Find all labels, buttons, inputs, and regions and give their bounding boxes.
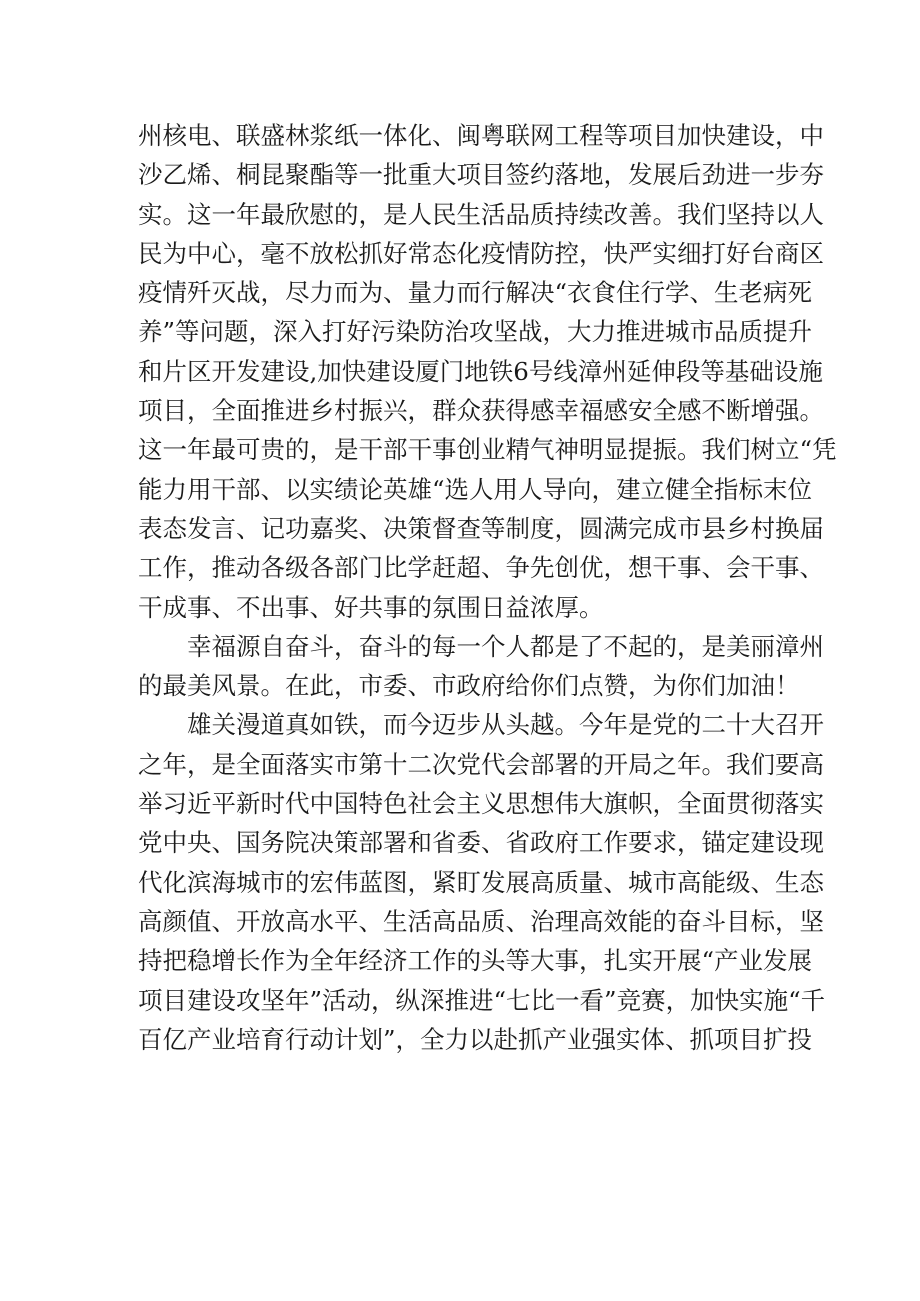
text-line: 持把稳增长作为全年经济工作的头等大事，扎实开展“产业发展 [138, 946, 813, 976]
text-line: 表态发言、记功嘉奖、决策督查等制度，圆满完成市县乡村换届 [138, 513, 824, 543]
text-line: 百亿产业培育行动计划”，全力以赴抓产业强实体、抓项目扩投 [138, 1024, 813, 1054]
text-line: 之年，是全面落实市第十二次党代会部署的开局之年。我们要高 [138, 749, 824, 779]
body-text [138, 116, 837, 1059]
text-line: 党中央、国务院决策部署和省委、省政府工作要求，锚定建设现 [138, 828, 824, 858]
text-line: 工作，推动各级各部门比学赶超、争先创优，想干事、会干事、 [138, 553, 824, 583]
text-line: 高颜值、开放高水平、生活高品质、治理高效能的奋斗目标，坚 [138, 906, 824, 936]
text-line: 的最美风景。在此，市委、市政府给你们点赞，为你们加油！ [138, 671, 800, 701]
text-line: 代化滨海城市的宏伟蓝图，紧盯发展高质量、城市高能级、生态 [138, 867, 824, 897]
text-line: 沙乙烯、桐昆聚酯等一批重大项目签约落地，发展后劲进一步夯 [138, 160, 824, 190]
paragraph-start-line: 幸福源自奋斗，奋斗的每一个人都是了不起的，是美丽漳州 [187, 631, 824, 661]
text-line: 项目，全面推进乡村振兴，群众获得感幸福感安全感不断增强。 [138, 396, 824, 426]
text-line: 养”等问题，深入打好污染防治攻坚战，大力推进城市品质提升 [138, 317, 813, 347]
text-line: 项目建设攻坚年”活动，纵深推进“七比一看”竞赛，加快实施“千 [138, 985, 826, 1015]
text-line: 实。这一年最欣慰的，是人民生活品质持续改善。我们坚持以人 [138, 199, 824, 229]
text-line: 民为中心，毫不放松抓好常态化疫情防控，快严实细打好台商区 [138, 238, 824, 268]
text-line: 举习近平新时代中国特色社会主义思想伟大旗帜，全面贯彻落实 [138, 789, 824, 819]
text-line: 疫情歼灭战，尽力而为、量力而行解决“衣食住行学、生老病死 [138, 278, 813, 308]
text-line: 干成事、不出事、好共事的氛围日益浓厚。 [138, 592, 604, 622]
text-line: 这一年最可贵的，是干部干事创业精气神明显提振。我们树立“凭 [138, 435, 837, 465]
text-line: 州核电、联盛林浆纸一体化、闽粤联网工程等项目加快建设，中 [138, 121, 824, 150]
text-line: 和片区开发建设,加快建设厦门地铁6号线漳州延伸段等基础设施 [138, 356, 823, 386]
text-line: 能力用干部、以实绩论英雄“选人用人导向，建立健全指标末位 [138, 474, 813, 504]
paragraph-start-line: 雄关漫道真如铁，而今迈步从头越。今年是党的二十大召开 [187, 710, 824, 740]
